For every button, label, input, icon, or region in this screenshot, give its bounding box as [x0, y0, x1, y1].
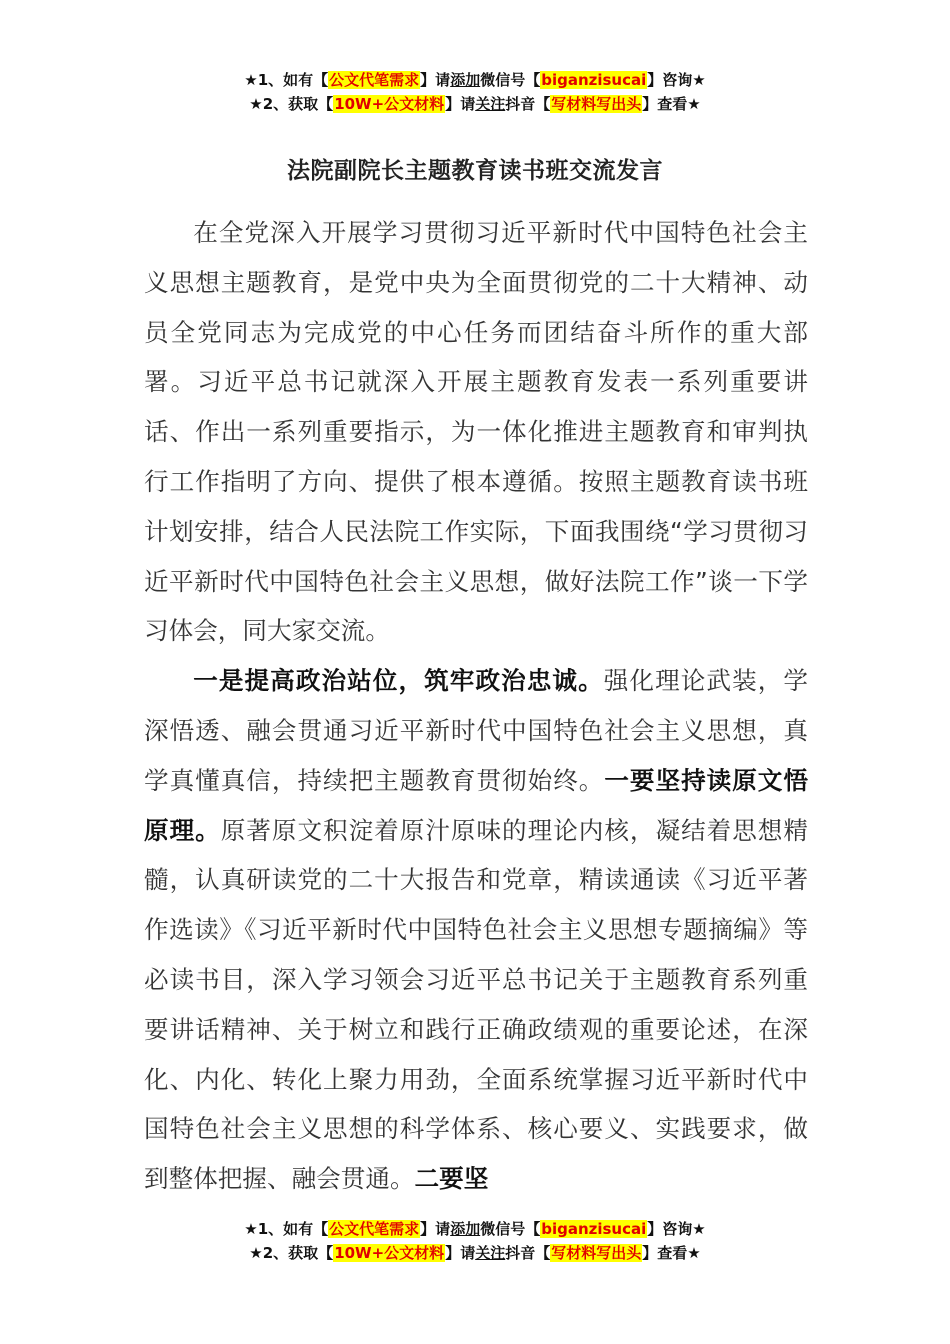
banner-line-2 [0, 1241, 950, 1265]
subpoint-heading: 二要坚 [414, 1164, 489, 1194]
banner-text: 微信号【 [480, 1220, 541, 1238]
banner-line-1 [0, 1217, 950, 1241]
banner-text: 】请 [445, 95, 476, 113]
banner-highlight: biganzisucai [541, 71, 647, 89]
banner-highlight: 写材料写出头 [551, 95, 642, 113]
document-body [144, 208, 808, 1204]
banner-line-1 [0, 68, 950, 92]
top-banner [0, 68, 950, 116]
banner-highlight: 写材料写出头 [551, 1244, 642, 1262]
banner-highlight: 10W+公文材料 [334, 1244, 445, 1262]
banner-text: ★1、如有【 [244, 71, 329, 89]
banner-text: 】请 [420, 1220, 451, 1238]
subpoint-heading: 一要坚持读原文悟原理。 [144, 765, 808, 845]
banner-underline: 关注 [475, 1244, 506, 1262]
banner-underline: 添加 [450, 71, 481, 89]
paragraph-point-one [144, 656, 808, 1204]
banner-text: 抖音【 [505, 1244, 551, 1262]
point-heading: 一是提高政治站位，筑牢政治忠诚。 [193, 666, 604, 696]
banner-text: 】查看★ [642, 1244, 701, 1262]
banner-highlight: 公文代笔需求 [329, 71, 420, 89]
banner-highlight: biganzisucai [541, 1220, 647, 1238]
paragraph-intro: 在全党深入开展学习贯彻习近平新时代中国特色社会主义思想主题教育，是党中央为全面贯彻党的二十大精神、动员全党同志为完成党的中心任务而团结奋斗所作的重大部署。习近平总书记就深入开展主题教育发表一系列重要讲话、作出一系列重要指示，为一体化推进主题教育和审判执行工作指明了方向、提供了根本遵循。按照主题教育读书班计划安排，结合人民法院工作实际，下面我围绕“学习贯彻习近平新时代中国特色社会主义思想，做好法院工作”谈一下学习体会，同大家交流。 [144, 218, 808, 646]
banner-text: 】请 [420, 71, 451, 89]
banner-text: 】查看★ [642, 95, 701, 113]
banner-highlight: 公文代笔需求 [329, 1220, 420, 1238]
banner-text: ★2、获取【 [249, 1244, 334, 1262]
banner-text: 微信号【 [480, 71, 541, 89]
bottom-banner [0, 1217, 950, 1265]
banner-highlight: 10W+公文材料 [334, 95, 445, 113]
banner-text: ★2、获取【 [249, 95, 334, 113]
banner-text: 抖音【 [505, 95, 551, 113]
banner-line-2 [0, 92, 950, 116]
banner-text: 】请 [445, 1244, 476, 1262]
banner-text: ★1、如有【 [244, 1220, 329, 1238]
paragraph-text: 原著原文积淀着原汁原味的理论内核，凝结着思想精髓，认真研读党的二十大报告和党章，精读通读《习近平著作选读》《习近平新时代中国特色社会主义思想专题摘编》等必读书目，深入学习领会习近平总书记关于主题教育系列重要讲话精神、关于树立和践行正确政绩观的重要论述，在深化、内化、转化上聚力用劲，全面系统掌握习近平新时代中国特色社会主义思想的科学体系、核心要义、实践要求，做到整体把握、融会贯通。 [144, 815, 808, 1194]
banner-text: 】咨询★ [647, 1220, 706, 1238]
paragraph-text: 强化理论武装，学深悟透、融会贯通习近平新时代中国特色社会主义思想，真学真懂真信，持续把主题教育贯彻始终。 [144, 666, 808, 795]
document-title: 法院副院长主题教育读书班交流发言 [287, 158, 663, 184]
banner-underline: 关注 [475, 95, 506, 113]
banner-text: 】咨询★ [647, 71, 706, 89]
banner-underline: 添加 [450, 1220, 481, 1238]
